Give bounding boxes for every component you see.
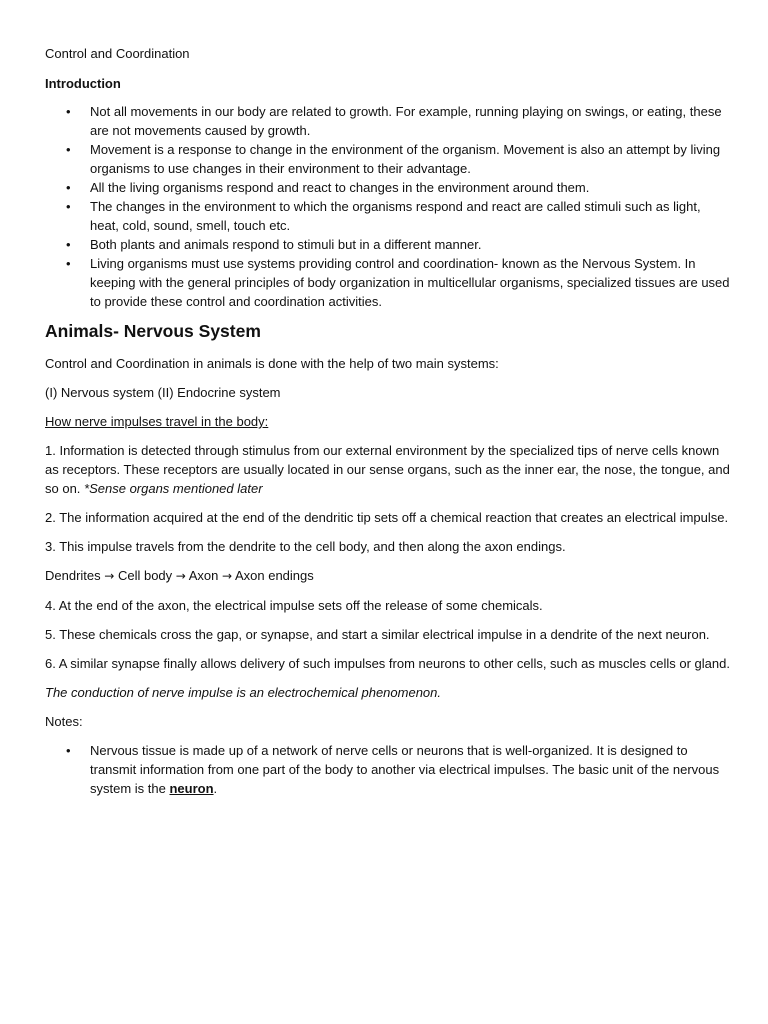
list-item-text: Not all movements in our body are related to growth. For example, running playing on swings, or eating, these are not movements caused by growth.	[90, 104, 722, 138]
list-item-text: The changes in the environment to which the organisms respond and react are called stimuli such as light, heat, cold, sound, smell, touch etc.	[90, 199, 701, 233]
pathway-item: Cell body	[117, 568, 173, 583]
list-item	[45, 197, 730, 235]
list-item	[45, 140, 730, 178]
step-1-text: 1. Information is detected through stimulus from our external environment by the specialized tips of nerve cells known as receptors. These receptors are usually located in our sense organs, such as the inner ear, the nose, the tongue, and so on.	[45, 443, 730, 496]
bullet-icon: •	[66, 104, 71, 119]
list-item-text: Both plants and animals respond to stimuli but in a different manner.	[90, 237, 482, 252]
step-5: 5. These chemicals cross the gap, or synapse, and start a similar electrical impulse in a dendrite of the next neuron.	[45, 627, 710, 642]
list-item	[45, 235, 730, 254]
bullet-icon: •	[66, 199, 71, 214]
section-heading: Animals- Nervous System	[45, 321, 261, 341]
list-item-text: All the living organisms respond and react to changes in the environment around them.	[90, 180, 590, 195]
step-6: 6. A similar synapse finally allows delivery of such impulses from neurons to other cells, such as muscles cells or gland.	[45, 656, 730, 671]
arrow-right-icon: →	[175, 569, 186, 583]
bullet-icon: •	[66, 256, 71, 271]
list-item-text: Movement is a response to change in the environment of the organism. Movement is also an attempt by living organisms to use changes in their environment to their advantage.	[90, 142, 721, 176]
note-1-text: Nervous tissue is made up of a network of nerve cells or neurons that is well-organized. It is designed to transmit information from one part of the body to another via electrical impulses. The basic unit of the nervous system is the	[90, 743, 720, 796]
introduction-heading: Introduction	[45, 76, 121, 91]
step-1	[45, 441, 730, 498]
list-item	[45, 741, 730, 798]
neuron-term: neuron	[169, 781, 214, 796]
step-4: 4. At the end of the axon, the electrical impulse sets off the release of some chemicals.	[45, 598, 543, 613]
bullet-icon: •	[66, 743, 71, 758]
arrow-right-icon: →	[222, 569, 233, 583]
pathway-line	[45, 566, 730, 586]
list-item	[45, 178, 730, 197]
introduction-list	[45, 102, 730, 311]
pathway-item: Axon	[188, 568, 219, 583]
bullet-icon: •	[66, 237, 71, 252]
step-2: 2. The information acquired at the end of the dendritic tip sets off a chemical reaction that creates an electrical impulse.	[45, 510, 729, 525]
pathway-item: Dendrites	[45, 568, 101, 583]
step-1-note: *Sense organs mentioned later	[84, 481, 263, 496]
bullet-icon: •	[66, 180, 71, 195]
step-3: 3. This impulse travels from the dendrite to the cell body, and then along the axon endings.	[45, 539, 566, 554]
section-intro: Control and Coordination in animals is done with the help of two main systems:	[45, 356, 499, 371]
pathway-item: Axon endings	[234, 568, 314, 583]
list-item-text: Living organisms must use systems providing control and coordination- known as the Nervous System. In keeping with the general principles of body organization in multicellular organisms, specialized tissues are used to provide these control and coordination activities.	[90, 256, 730, 309]
arrow-right-icon: →	[104, 569, 115, 583]
note-1-end: .	[213, 781, 218, 796]
conclusion-text: The conduction of nerve impulse is an electrochemical phenomenon.	[45, 685, 442, 700]
systems-line: (I) Nervous system (II) Endocrine system	[45, 385, 281, 400]
impulse-heading: How nerve impulses travel in the body:	[45, 414, 269, 429]
document-page	[45, 44, 730, 807]
list-item	[45, 254, 730, 311]
notes-list	[45, 741, 730, 798]
document-title: Control and Coordination	[45, 46, 190, 61]
notes-label: Notes:	[45, 714, 83, 729]
bullet-icon: •	[66, 142, 71, 157]
list-item	[45, 102, 730, 140]
